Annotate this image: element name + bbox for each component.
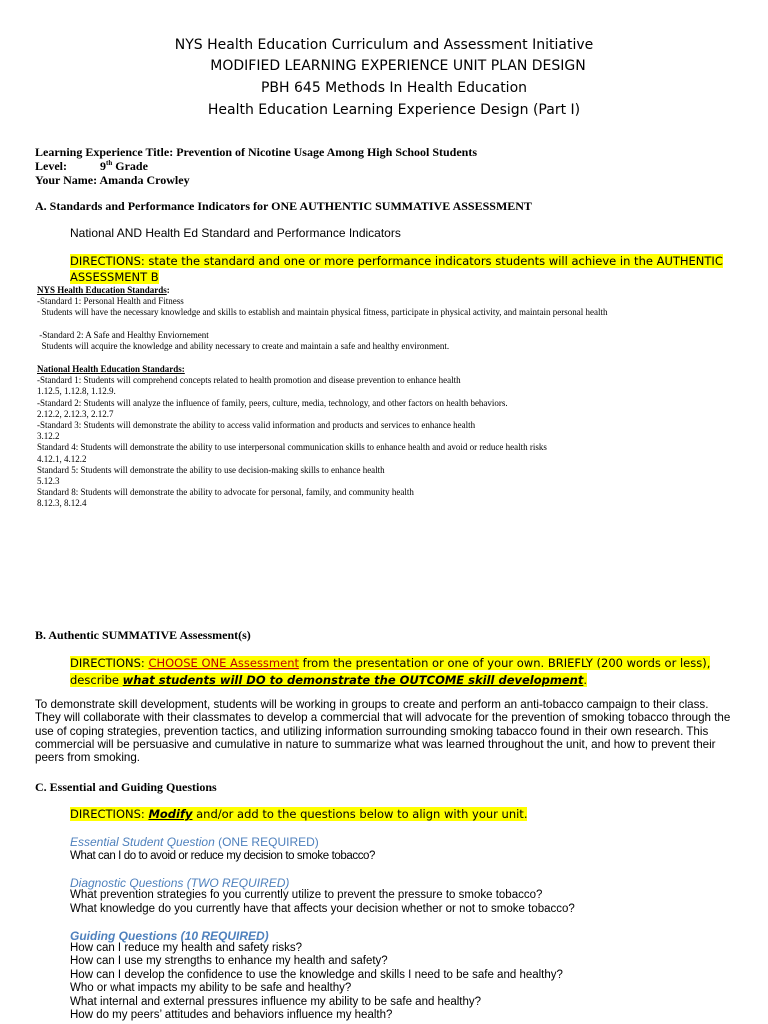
guiding-question: Who or what impacts my ability to be safe and healthy? — [70, 982, 352, 995]
national-line: 2.12.2, 2.12.3, 2.12.7 — [37, 408, 114, 419]
section-a-directions-line-1: DIRECTIONS: state the standard and one or more performance indicators students will achieve in the AUTHENTIC — [70, 254, 723, 268]
section-b-directions — [70, 655, 710, 689]
essential-question: What can I do to avoid or reduce my decision to smoke tobacco? — [70, 850, 376, 862]
national-line: Standard 4: Students will demonstrate the ability to use interpersonal communication skills to enhance health and avoid or reduce health risks — [37, 442, 547, 453]
nys-standards-block — [37, 285, 608, 352]
diagnostic-questions — [70, 889, 575, 916]
paragraph-line: To demonstrate skill development, students will be working in groups to create and perform an anti-tobacco campaign to their class. — [35, 698, 709, 711]
section-b-paragraph — [35, 698, 730, 764]
level-value: 9 — [100, 159, 106, 173]
nys-spacer — [37, 319, 608, 330]
section-c-dir-line: DIRECTIONS: Modify and/or add to the questions below to align with your unit. — [70, 807, 528, 821]
section-b-dir-line-1: DIRECTIONS: CHOOSE ONE Assessment from the presentation or one of your own. BRIEFLY (200 words or less), — [70, 656, 711, 670]
section-b-dir-line-2: describe what students will DO to demonstrate the OUTCOME skill development. — [70, 673, 587, 687]
name-label: Your Name: — [35, 173, 98, 187]
name-value: Amanda Crowley — [99, 173, 190, 187]
nys-line: Students will have the necessary knowledge and skills to establish and maintain physical fitness, participate in physical activity, and maintain personal health — [37, 307, 608, 318]
guiding-question: What internal and external pressures influence my ability to be safe and healthy? — [70, 995, 482, 1008]
paragraph-line: commercial will be persuasive and cumulative in nature to summarize what was learned throughout the unit, and how to prevent their — [35, 737, 716, 751]
doc-title-line-3: PBH 645 Methods In Health Education — [260, 80, 528, 96]
national-line: Standard 5: Students will demonstrate the ability to use decision-making skills to enhance health — [37, 464, 385, 475]
level-line — [35, 159, 148, 174]
national-line: -Standard 2: Students will analyze the influence of family, peers, culture, media, technology, and other factors on health behaviors. — [37, 397, 508, 408]
national-standards-block — [37, 364, 547, 510]
section-a-subheading: National AND Health Ed Standard and Performance Indicators — [70, 226, 401, 240]
national-line: 5.12.3 — [37, 476, 60, 487]
paragraph-line: They will collaborate with their classmates to develop a commercial that will advocate for the prevention of smoking tobacco through the — [35, 711, 731, 725]
guiding-question: How can I use my strengths to enhance my health and safety? — [70, 955, 388, 968]
national-standards-heading: National Health Education Standards: — [37, 364, 185, 374]
national-line: 1.12.5, 1.12.8, 1.12.9. — [37, 386, 116, 397]
guiding-questions-label: Guiding Questions (10 REQUIRED) — [70, 929, 269, 943]
level-suffix: Grade — [115, 159, 148, 173]
nys-line: -Standard 1: Personal Health and Fitness — [37, 296, 184, 307]
national-line: -Standard 3: Students will demonstrate the ability to access valid information and products and services to enhance health — [37, 420, 476, 431]
diagnostic-question: What knowledge do you currently have that affects your decision whether or not to smoke tobacco? — [70, 902, 575, 915]
title-label: Learning Experience Title: — [35, 145, 174, 159]
national-line: 3.12.2 — [37, 431, 60, 442]
section-c-heading: C. Essential and Guiding Questions — [35, 780, 217, 794]
section-a-heading: A. Standards and Performance Indicators for ONE AUTHENTIC SUMMATIVE ASSESSMENT — [35, 199, 532, 213]
nys-line: -Standard 2: A Safe and Healthy Enviornement — [37, 329, 209, 340]
guiding-question: How can I develop the confidence to use the knowledge and skills I need to be safe and healthy? — [70, 968, 563, 981]
essential-question-label: Essential Student Question (ONE REQUIRED) — [70, 835, 319, 849]
your-name-line — [35, 173, 190, 188]
guiding-questions — [70, 942, 563, 1022]
diagnostic-question: What prevention strategies fo you currently utilize to prevent the pressure to smoke tobacco? — [70, 889, 543, 901]
title-value: Prevention of Nicotine Usage Among High School Students — [176, 145, 478, 159]
doc-title-line-2: MODIFIED LEARNING EXPERIENCE UNIT PLAN DESIGN — [210, 58, 586, 74]
doc-title-line-4: Health Education Learning Experience Design (Part I) — [207, 102, 581, 118]
national-line: -Standard 1: Students will comprehend concepts related to health promotion and disease prevention to enhance health — [37, 375, 461, 386]
guiding-question: How do my peers’ attitudes and behaviors influence my health? — [70, 1009, 393, 1022]
national-line: 4.12.1, 4.12.2 — [37, 453, 87, 464]
level-sup: th — [106, 159, 113, 167]
national-line: 8.12.3, 8.12.4 — [37, 498, 87, 509]
section-a-directions — [70, 253, 723, 285]
section-a-directions-line-2: ASSESSMENT B — [70, 270, 159, 284]
paragraph-line: peers from smoking. — [35, 751, 141, 765]
learning-experience-title — [35, 145, 477, 160]
section-c-directions — [70, 806, 527, 822]
doc-title-line-1: NYS Health Education Curriculum and Assessment Initiative — [174, 37, 594, 53]
nys-line: Students will acquire the knowledge and ability necessary to create and maintain a safe and healthy environment. — [37, 340, 450, 351]
guiding-question: How can I reduce my health and safety risks? — [70, 942, 303, 954]
nys-standards-heading: NYS Health Education Standards: — [37, 285, 170, 295]
section-b-heading: B. Authentic SUMMATIVE Assessment(s) — [35, 628, 251, 642]
paragraph-line: use of coping strategies, prevention tactics, and utilizing information surrounding smoking tabacco found in their own research. This — [35, 724, 709, 738]
level-label: Level: — [35, 159, 67, 173]
diagnostic-questions-label: Diagnostic Questions (TWO REQUIRED) — [70, 876, 290, 890]
national-line: Standard 8: Students will demonstrate the ability to advocate for personal, family, and community health — [37, 487, 414, 498]
